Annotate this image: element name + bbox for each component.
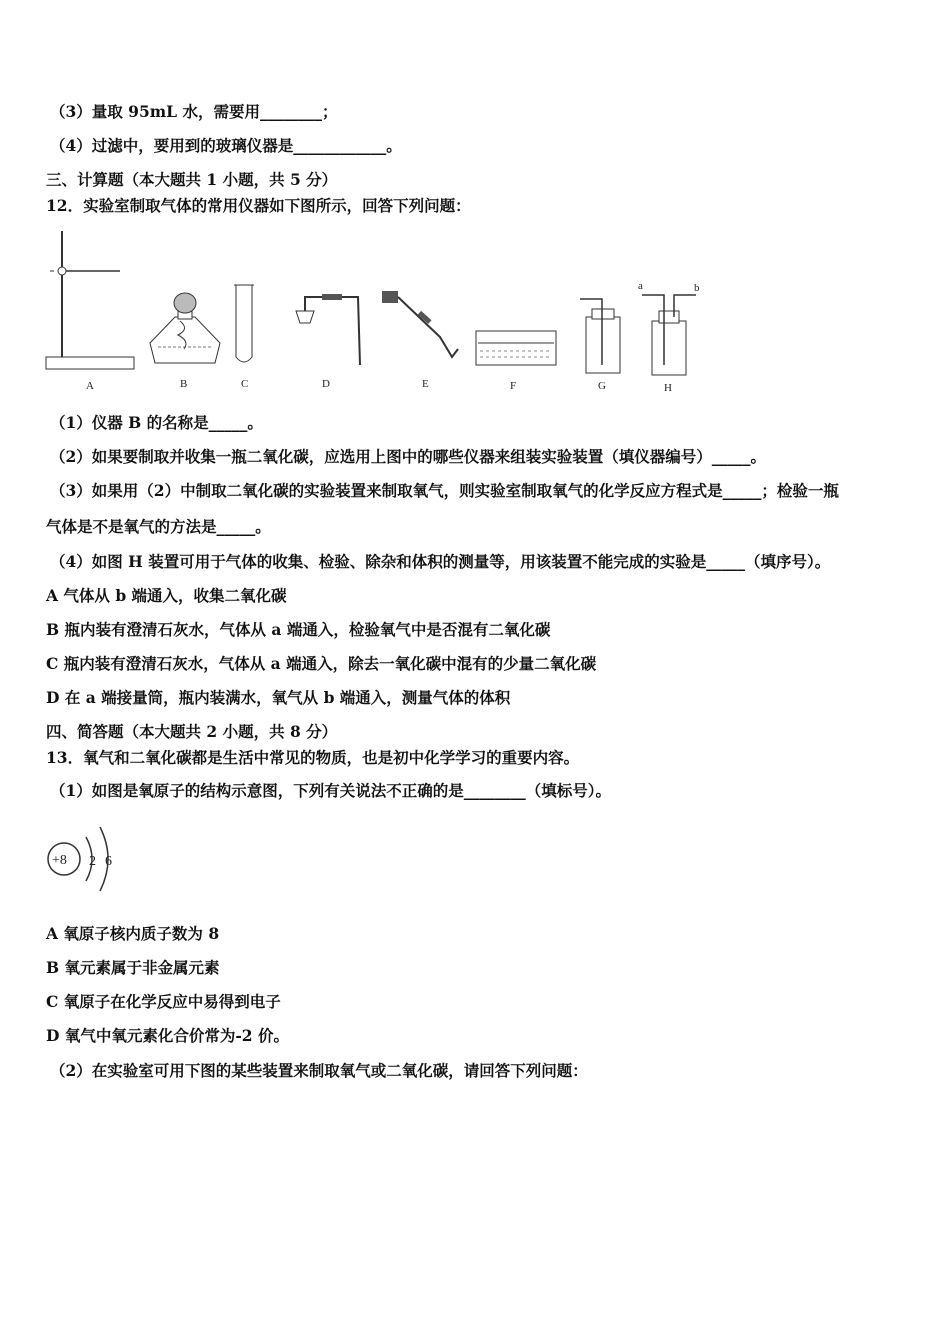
atom-nucleus-label: +8 — [52, 853, 67, 868]
water-trough-figure — [476, 331, 556, 365]
q12-stem: 12．实验室制取气体的常用仪器如下图所示，回答下列问题： — [46, 196, 471, 215]
section-4-title: 四、简答题（本大题共 2 小题，共 8 分） — [46, 722, 338, 741]
q13-option-b: B 氧元素属于非金属元素 — [46, 958, 220, 977]
q12-part3-line2: 气体是不是氧气的方法是_____。 — [46, 517, 271, 536]
q12-part2: （2）如果要制取并收集一瓶二氧化碳，应选用上图中的哪些仪器来组装实验装置（填仪器编号）_____。 — [50, 447, 767, 466]
figure-label-f: F — [510, 380, 517, 392]
port-b-label: b — [694, 282, 700, 294]
figure-label-e: E — [422, 378, 429, 390]
figure-label-a: A — [86, 380, 94, 392]
q12-part3-line1: （3）如果用（2）中制取二氧化碳的实验装置来制取氧气，则实验室制取氧气的化学反应方程式是_____；检验一瓶 — [50, 481, 839, 500]
q13-stem: 13．氧气和二氧化碳都是生活中常见的物质，也是初中化学学习的重要内容。 — [46, 748, 580, 767]
q11-part4: （4）过滤中，要用到的玻璃仪器是____________。 — [50, 136, 402, 155]
washing-bottle-figure — [638, 280, 700, 375]
q12-option-d: D 在 a 端接量筒，瓶内装满水，氧气从 b 端通入，测量气体的体积 — [46, 688, 511, 707]
q13-option-d: D 氧气中氧元素化合价常为-2 价。 — [46, 1026, 289, 1045]
q13-option-c: C 氧原子在化学反应中易得到电子 — [46, 992, 281, 1011]
figure-label-h: H — [664, 382, 672, 394]
q12-option-b: B 瓶内装有澄清石灰水，气体从 a 端通入，检验氧气中是否混有二氧化碳 — [46, 620, 551, 639]
atom-shell2-label: 6 — [105, 854, 112, 869]
q12-option-a: A 气体从 b 端通入，收集二氧化碳 — [46, 586, 287, 605]
test-tube-figure — [234, 285, 254, 362]
figure-label-b: B — [180, 378, 188, 390]
oxygen-atom-diagram — [40, 815, 130, 895]
atom-shell1-label: 2 — [89, 854, 96, 869]
figure-label-c: C — [241, 378, 249, 390]
figure-label-g: G — [598, 380, 606, 392]
q12-part4: （4）如图 H 装置可用于气体的收集、检验、除杂和体积的测量等，用该装置不能完成的实验是_____（填序号）。 — [50, 552, 831, 571]
port-a-label: a — [638, 280, 643, 292]
iron-stand-figure — [46, 231, 134, 369]
gas-jar-figure — [580, 299, 620, 373]
alcohol-lamp-figure — [150, 293, 220, 363]
q13-part2: （2）在实验室可用下图的某些装置来制取氧气或二氧化碳，请回答下列问题： — [50, 1061, 588, 1080]
section-3-title: 三、计算题（本大题共 1 小题，共 5 分） — [46, 170, 338, 189]
figure-label-d: D — [322, 378, 330, 390]
q13-option-a: A 氧原子核内质子数为 8 — [46, 924, 220, 943]
rubber-stopper-figure — [382, 291, 458, 357]
lab-apparatus-figure — [40, 225, 720, 397]
q12-part1: （1）仪器 B 的名称是_____。 — [50, 413, 263, 432]
q12-option-c: C 瓶内装有澄清石灰水，气体从 a 端通入，除去一氧化碳中混有的少量二氧化碳 — [46, 654, 597, 673]
q13-part1: （1）如图是氧原子的结构示意图，下列有关说法不正确的是________（填标号）。 — [50, 781, 612, 800]
figure-labels — [86, 378, 672, 394]
q11-part3: （3）量取 95mL 水，需要用________； — [50, 102, 338, 121]
stopper-tube-figure — [296, 294, 360, 365]
